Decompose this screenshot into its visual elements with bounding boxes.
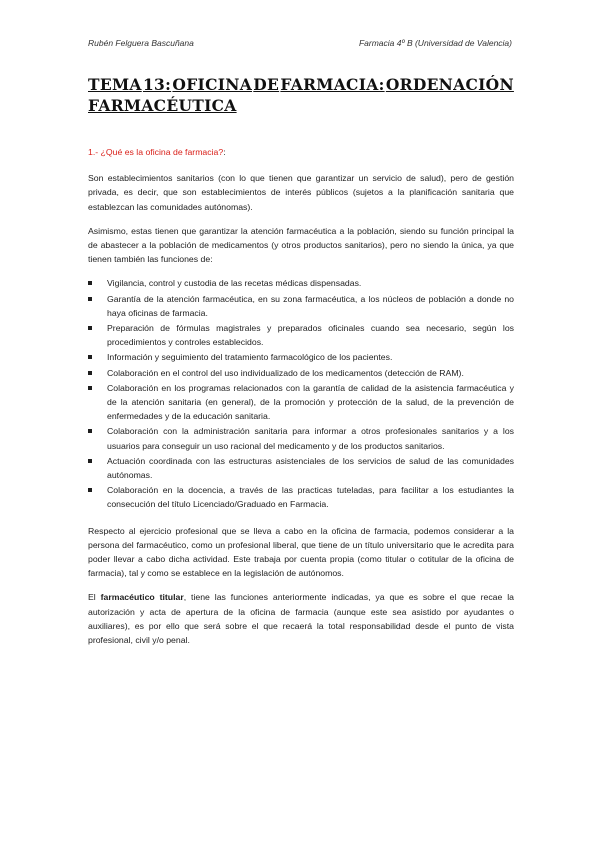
paragraph-4 xyxy=(88,590,514,647)
list-item-text: Colaboración en el control del uso individualizado de los medicamentos (detección de RAM). xyxy=(107,367,464,378)
document-body xyxy=(88,145,514,657)
bullet-icon xyxy=(88,281,92,285)
list-item xyxy=(88,366,514,380)
page-header xyxy=(88,38,512,50)
bullet-icon xyxy=(88,371,92,375)
list-item xyxy=(88,483,514,511)
list-item-text: Preparación de fórmulas magistrales y preparados oficinales cuando sea necesario, según los procedimientos y controles establecidos. xyxy=(107,323,514,348)
bullet-icon xyxy=(88,459,92,463)
list-item xyxy=(88,276,514,290)
section-heading-text: 1.- ¿Qué es la oficina de farmacia? xyxy=(88,147,224,157)
bullet-icon xyxy=(88,429,92,433)
bullet-icon xyxy=(88,488,92,492)
list-item-text: Vigilancia, control y custodia de las recetas médicas dispensadas. xyxy=(107,278,362,289)
list-item xyxy=(88,454,514,482)
list-item xyxy=(88,424,514,452)
title-word: DE xyxy=(253,75,280,94)
header-author: Rubén Felguera Bascuñana xyxy=(88,38,194,48)
paragraph-2: Asimismo, estas tienen que garantizar la atención farmacéutica a la población, siendo su función principal la de abastecer a la población de medicamentos (y otros productos sanitarios), pero no siendo la única, ya que tienen también las funciones de: xyxy=(88,225,514,265)
bullet-icon xyxy=(88,386,92,390)
list-item xyxy=(88,381,514,424)
list-item-text: Garantía de la atención farmacéutica, en su zona farmacéutica, a los núcleos de población a donde no haya oficinas de farmacia. xyxy=(107,293,514,318)
title-line-2: FARMACÉUTICA xyxy=(88,96,237,115)
list-item-text: Colaboración en la docencia, a través de las practicas tuteladas, para facilitar a los estudiantes la consecución del título Licenciado/Graduado en Farmacia. xyxy=(107,485,514,510)
list-item-text: Colaboración con la administración sanitaria para informar a otros profesionales sanitarios y a los usuarios para conseguir un uso racional del medicamento y de los productos sanitarios. xyxy=(107,426,514,451)
title-word: OFICINA xyxy=(172,75,253,94)
title-word: TEMA xyxy=(88,75,142,94)
list-item xyxy=(88,350,514,364)
list-item-text: Información y seguimiento del tratamiento farmacológico de los pacientes. xyxy=(107,352,393,363)
header-course: Farmacia 4º B (Universidad de Valencia) xyxy=(358,38,512,48)
title-word: ORDENACIÓN xyxy=(385,75,514,94)
title-line-1 xyxy=(88,74,514,95)
list-item-text: Actuación coordinada con las estructuras asistenciales de los servicios de salud de las comunidades autónomas. xyxy=(107,455,514,481)
section-heading xyxy=(88,145,514,159)
section-heading-colon: : xyxy=(223,147,226,157)
paragraph-4-rest: , tiene las funciones anteriormente indicadas, ya que es sobre el que recae la autorización y acta de apertura de la oficina de farmacia (aunque este sea asistido por ayudantes o auxiliares), es por ello que será sobre el que recaerá la total responsabilidad desde el punto de vista profesional, civil y/o penal. xyxy=(88,592,514,646)
title-word: 13: xyxy=(142,75,172,94)
bullet-icon xyxy=(88,326,92,330)
page-title xyxy=(88,74,514,116)
list-item xyxy=(88,321,514,349)
bullet-icon xyxy=(88,355,92,359)
paragraph-3: Respecto al ejercicio profesional que se lleva a cabo en la oficina de farmacia, podemos considerar a la persona del farmacéutico, como un profesional liberal, que tiene de un título universitario que le acredita para poder llevar a cabo dicha actividad. Este trabaja por cuenta propia (como titular o cotitular de la oficina de farmacia), tal y como se establece en la legislación de autónomos. xyxy=(88,525,514,579)
paragraph-4-bold-term: farmacéutico titular xyxy=(100,592,184,603)
title-word: FARMACIA: xyxy=(280,75,385,94)
bullet-icon xyxy=(88,297,92,301)
list-item-text: Colaboración en los programas relacionados con la garantía de calidad de la asistencia farmacéutica y de la atención sanitaria (en general), de la promoción y protección de la salud, de la prevención de enfermedades y de la educación sanitaria. xyxy=(107,382,514,422)
paragraph-1: Son establecimientos sanitarios (con lo que tienen que garantizar un servicio de salud), pero de gestión privada, es decir, que son establecimientos de interés públicos (sujetos a la planificación sanitaria que establezcan las comunidades autónomas). xyxy=(88,173,514,212)
list-item xyxy=(88,292,514,320)
paragraph-4-prefix: El xyxy=(88,592,101,603)
functions-list xyxy=(88,276,514,511)
